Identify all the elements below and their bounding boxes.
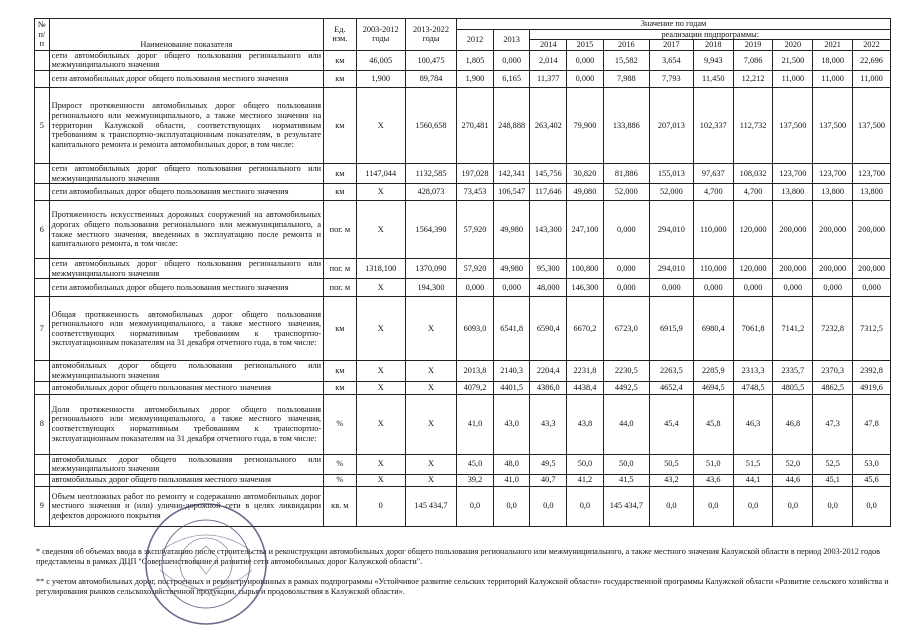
year-value: 0,000 [733,279,773,297]
year-value: 133,886 [603,87,649,163]
year-value: 0,000 [813,279,853,297]
period-2-value: X [405,394,456,454]
period-1-value: X [356,297,405,361]
year-value: 45,1 [813,474,853,486]
year-value: 6670,2 [567,297,604,361]
year-value: 0,0 [733,486,773,526]
year-value: 47,8 [853,394,891,454]
year-value: 270,481 [457,87,494,163]
header-year: 2014 [530,40,567,51]
table-row [35,361,891,381]
period-1-value: X [356,201,405,259]
year-value: 4438,4 [567,381,604,394]
year-value: 44,1 [733,474,773,486]
year-value: 0,0 [813,486,853,526]
year-value: 43,0 [493,394,530,454]
year-value: 21,500 [773,50,813,70]
year-value: 0,000 [603,279,649,297]
year-value: 200,000 [813,201,853,259]
year-value: 0,000 [693,279,733,297]
unit-cell: км [324,70,356,87]
year-value: 2335,7 [773,361,813,381]
year-value: 112,732 [733,87,773,163]
year-value: 47,3 [813,394,853,454]
row-number [35,381,50,394]
year-value: 12,212 [733,70,773,87]
year-value: 52,000 [603,184,649,201]
indicator-name: сети автомобильных дорог общего пользования регионального или межмуниципального значения [49,50,323,70]
year-value: 41,5 [603,474,649,486]
year-value: 200,000 [853,259,891,279]
period-2-value: 89,784 [405,70,456,87]
year-value: 110,000 [693,259,733,279]
year-value: 13,800 [773,184,813,201]
table-row [35,87,891,163]
header-year: 2021 [813,40,853,51]
year-value: 200,000 [773,201,813,259]
period-2-value: 1370,090 [405,259,456,279]
year-value: 53,0 [853,454,891,474]
year-value: 120,000 [733,201,773,259]
year-value: 49,980 [493,259,530,279]
year-value: 79,900 [567,87,604,163]
year-value: 2263,5 [649,361,693,381]
year-value: 1,900 [457,70,494,87]
year-value: 117,646 [530,184,567,201]
year-value: 51,0 [693,454,733,474]
period-2-value: 1132,585 [405,163,456,183]
period-2-value: 145 434,7 [405,486,456,526]
year-value: 197,028 [457,163,494,183]
year-value: 4,700 [733,184,773,201]
year-value: 155,013 [649,163,693,183]
table-row [35,381,891,394]
year-value: 7061,8 [733,297,773,361]
year-value: 13,800 [853,184,891,201]
indicator-name: сети автомобильных дорог общего пользования регионального или межмуниципального значения [49,163,323,183]
year-value: 41,0 [493,474,530,486]
period-1-value: 46,005 [356,50,405,70]
year-value: 145,756 [530,163,567,183]
period-1-value: X [356,474,405,486]
table-row [35,279,891,297]
row-number: 6 [35,201,50,259]
header-year: 2019 [733,40,773,51]
year-value: 0,000 [567,50,604,70]
year-value: 45,0 [457,454,494,474]
year-value: 0,000 [603,201,649,259]
year-value: 52,000 [649,184,693,201]
period-1-value: X [356,87,405,163]
year-value: 48,000 [530,279,567,297]
row-number [35,361,50,381]
year-value: 39,2 [457,474,494,486]
year-value: 41,0 [457,394,494,454]
footnote-2: ** с учетом автомобильных дорог, построенных и реконструированных в рамках подпрограммы «Устойчивое развитие сельских территорий Калужской области» государственной программы Калужской области «Развитие сельского хозяйства и регулирования рынков сельскохозяйственной продукции, сырья и продовольствия в Калужской области». [36,577,889,596]
year-value: 263,402 [530,87,567,163]
header-num: № п/п [35,19,50,51]
header-year: 2013 [493,29,530,50]
row-number [35,279,50,297]
year-value: 49,5 [530,454,567,474]
year-value: 2140,3 [493,361,530,381]
year-value: 13,800 [813,184,853,201]
year-value: 4,700 [693,184,733,201]
period-2-value: 428,073 [405,184,456,201]
period-1-value: 1147,044 [356,163,405,183]
year-value: 2370,3 [813,361,853,381]
year-value: 2313,3 [733,361,773,381]
table-row [35,474,891,486]
header-period-2: 2013-2022 годы [405,19,456,51]
year-value: 73,453 [457,184,494,201]
year-value: 2285,9 [693,361,733,381]
year-value: 294,010 [649,201,693,259]
indicator-name: автомобильных дорог общего пользования регионального или межмуниципального значения [49,361,323,381]
period-2-value: X [405,381,456,394]
table-row [35,297,891,361]
unit-cell: % [324,474,356,486]
year-value: 1,805 [457,50,494,70]
year-value: 6590,4 [530,297,567,361]
year-value: 3,654 [649,50,693,70]
year-value: 0,0 [493,486,530,526]
header-subgroup: реализации подпрограммы: [530,29,891,40]
period-1-value: X [356,381,405,394]
year-value: 102,337 [693,87,733,163]
year-value: 2392,8 [853,361,891,381]
year-value: 0,000 [649,279,693,297]
table-row [35,50,891,70]
indicator-name: сети автомобильных дорог общего пользования регионального или межмуниципального значения [49,259,323,279]
year-value: 52,0 [773,454,813,474]
year-value: 46,3 [733,394,773,454]
year-value: 11,000 [813,70,853,87]
period-2-value: 100,475 [405,50,456,70]
period-2-value: X [405,474,456,486]
year-value: 200,000 [853,201,891,259]
year-value: 7312,5 [853,297,891,361]
year-value: 137,500 [853,87,891,163]
year-value: 44,0 [603,394,649,454]
year-value: 43,3 [530,394,567,454]
year-value: 0,000 [603,259,649,279]
period-1-value: 0 [356,486,405,526]
year-value: 108,032 [733,163,773,183]
period-1-value: 1,900 [356,70,405,87]
year-value: 200,000 [773,259,813,279]
footnote-1: * сведения об объемах ввода в эксплуатацию после строительства и реконструкции автомобильных дорог общего пользования регионального или межмуниципального, а также местного значения Калужской области в период 2003-2012 годов представлены в рамках ДЦП "Совершенствование и развитие сети автомобильных дорог Калужской области". [36,547,880,566]
year-value: 45,4 [649,394,693,454]
year-value: 30,820 [567,163,604,183]
row-number: 8 [35,394,50,454]
year-value: 6915,9 [649,297,693,361]
table-row [35,201,891,259]
year-value: 2231,8 [567,361,604,381]
year-value: 18,000 [813,50,853,70]
unit-cell: % [324,394,356,454]
year-value: 45,6 [853,474,891,486]
year-value: 45,8 [693,394,733,454]
period-2-value: X [405,361,456,381]
year-value: 49,980 [493,201,530,259]
year-value: 95,300 [530,259,567,279]
year-value: 0,000 [567,70,604,87]
header-year: 2012 [457,29,494,50]
unit-cell: пог. м [324,259,356,279]
year-value: 6723,0 [603,297,649,361]
unit-cell: км [324,163,356,183]
year-value: 0,000 [457,279,494,297]
year-value: 9,943 [693,50,733,70]
year-value: 248,888 [493,87,530,163]
year-value: 110,000 [693,201,733,259]
header-name: Наименование показателя [49,19,323,51]
header-year: 2017 [649,40,693,51]
row-number: 7 [35,297,50,361]
year-value: 50,0 [603,454,649,474]
indicator-name: автомобильных дорог общего пользования местного значения [49,381,323,394]
year-value: 6980,4 [693,297,733,361]
year-value: 0,0 [693,486,733,526]
header-year: 2018 [693,40,733,51]
year-value: 4492,5 [603,381,649,394]
year-value: 97,637 [693,163,733,183]
year-value: 0,0 [567,486,604,526]
year-value: 50,5 [649,454,693,474]
year-value: 145 434,7 [603,486,649,526]
period-1-value: X [356,454,405,474]
row-number [35,50,50,70]
unit-cell: пог. м [324,201,356,259]
period-1-value: 1318,100 [356,259,405,279]
table-row [35,70,891,87]
year-value: 0,0 [649,486,693,526]
indicator-name: Общая протяженность автомобильных дорог общего пользования регионального или межмуниципального, а также местного значения, соответствующих нормативным требованиям к транспортно-эксплуатационным показателям на 31 декабря отчетного года, в том числе: [49,297,323,361]
year-value: 4919,6 [853,381,891,394]
header-year: 2015 [567,40,604,51]
year-value: 7141,2 [773,297,813,361]
year-value: 57,920 [457,259,494,279]
year-value: 4805,5 [773,381,813,394]
year-value: 4862,5 [813,381,853,394]
indicator-name: Доля протяженности автомобильных дорог общего пользования регионального или межмуниципального, а также местного значения, соответствующих нормативным требованиям к транспортно-эксплуатационным показателям на 31 декабря отчетного года, в том числе: [49,394,323,454]
period-1-value: X [356,184,405,201]
year-value: 4694,5 [693,381,733,394]
year-value: 100,800 [567,259,604,279]
unit-cell: км [324,361,356,381]
year-value: 43,2 [649,474,693,486]
indicator-name: сети автомобильных дорог общего пользования местного значения [49,184,323,201]
header-year: 2016 [603,40,649,51]
row-number [35,454,50,474]
year-value: 207,013 [649,87,693,163]
year-value: 247,100 [567,201,604,259]
indicator-name: Прирост протяженности автомобильных дорог общего пользования регионального или межмуниципального, а также местного значения на территории Калужской области, соответствующих нормативным требованиям к транспортно-эксплуатационным показателям, в результате капитального ремонта и ремонта автомобильных дорог, в том числе: [49,87,323,163]
year-value: 0,000 [853,279,891,297]
row-number [35,474,50,486]
row-number: 9 [35,486,50,526]
year-value: 0,000 [493,50,530,70]
unit-cell: км [324,50,356,70]
row-number [35,70,50,87]
year-value: 137,500 [813,87,853,163]
indicator-name: сети автомобильных дорог общего пользования местного значения [49,279,323,297]
unit-cell: % [324,454,356,474]
period-1-value: X [356,361,405,381]
period-2-value: 194,300 [405,279,456,297]
year-value: 6,165 [493,70,530,87]
official-seal-stamp [142,500,270,628]
period-1-value: X [356,394,405,454]
year-value: 123,700 [773,163,813,183]
indicator-name: сети автомобильных дорог общего пользования местного значения [49,70,323,87]
year-value: 200,000 [813,259,853,279]
year-value: 4079,2 [457,381,494,394]
year-value: 142,341 [493,163,530,183]
year-value: 294,010 [649,259,693,279]
row-number [35,259,50,279]
year-value: 7,793 [649,70,693,87]
year-value: 57,920 [457,201,494,259]
year-value: 11,377 [530,70,567,87]
unit-cell: км [324,184,356,201]
indicator-name: Протяженность искусственных дорожных сооружений на автомобильных дорогах общего пользования регионального или межмуниципального, а также местного значения, введенных в эксплуатацию после ремонта и капитального ремонта, в том числе: [49,201,323,259]
indicator-name: автомобильных дорог общего пользования регионального или межмуниципального значения [49,454,323,474]
unit-cell: км [324,297,356,361]
year-value: 49,080 [567,184,604,201]
year-value: 4401,5 [493,381,530,394]
unit-cell: км [324,381,356,394]
unit-cell: км [324,87,356,163]
year-value: 6541,8 [493,297,530,361]
header-year: 2022 [853,40,891,51]
indicator-name: Объем неотложных работ по ремонту и содержанию автомобильных дорог местного значения и (или) улично-дорожной сети в целях ликвидации дефектов дорожного покрытия [49,486,323,526]
row-number [35,184,50,201]
unit-cell: пог. м [324,279,356,297]
year-value: 2204,4 [530,361,567,381]
row-number [35,163,50,183]
year-value: 51,5 [733,454,773,474]
year-value: 123,700 [853,163,891,183]
header-year: 2020 [773,40,813,51]
period-2-value: X [405,297,456,361]
year-value: 0,000 [773,279,813,297]
period-1-value: X [356,279,405,297]
year-value: 22,696 [853,50,891,70]
year-value: 143,300 [530,201,567,259]
year-value: 146,300 [567,279,604,297]
year-value: 15,582 [603,50,649,70]
year-value: 43,8 [567,394,604,454]
year-value: 137,500 [773,87,813,163]
year-value: 2,014 [530,50,567,70]
year-value: 81,886 [603,163,649,183]
year-value: 11,000 [853,70,891,87]
year-value: 123,700 [813,163,853,183]
year-value: 48,0 [493,454,530,474]
year-value: 44,6 [773,474,813,486]
year-value: 7,086 [733,50,773,70]
period-2-value: 1564,390 [405,201,456,259]
table-row [35,163,891,183]
year-value: 7232,8 [813,297,853,361]
year-value: 52,5 [813,454,853,474]
year-value: 4386,0 [530,381,567,394]
year-value: 0,0 [773,486,813,526]
year-value: 6093,0 [457,297,494,361]
row-number: 5 [35,87,50,163]
year-value: 11,000 [773,70,813,87]
year-value: 7,988 [603,70,649,87]
year-value: 4748,5 [733,381,773,394]
year-value: 0,000 [493,279,530,297]
year-value: 41,2 [567,474,604,486]
period-2-value: 1560,658 [405,87,456,163]
year-value: 43,6 [693,474,733,486]
year-value: 120,000 [733,259,773,279]
indicator-name: автомобильных дорог общего пользования местного значения [49,474,323,486]
period-2-value: X [405,454,456,474]
header-group: Значение по годам [457,19,891,30]
year-value: 46,8 [773,394,813,454]
table-row [35,259,891,279]
year-value: 0,0 [853,486,891,526]
table-row [35,454,891,474]
year-value: 0,0 [530,486,567,526]
year-value: 11,450 [693,70,733,87]
header-period-1: 2003-2012 годы [356,19,405,51]
year-value: 106,547 [493,184,530,201]
unit-cell: кв. м [324,486,356,526]
indicators-table [34,18,891,527]
year-value: 2013,8 [457,361,494,381]
year-value: 2230,5 [603,361,649,381]
header-unit: Ед. изм. [324,19,356,51]
year-value: 0,0 [457,486,494,526]
year-value: 50,0 [567,454,604,474]
year-value: 4652,4 [649,381,693,394]
table-row [35,184,891,201]
table-row [35,394,891,454]
year-value: 40,7 [530,474,567,486]
